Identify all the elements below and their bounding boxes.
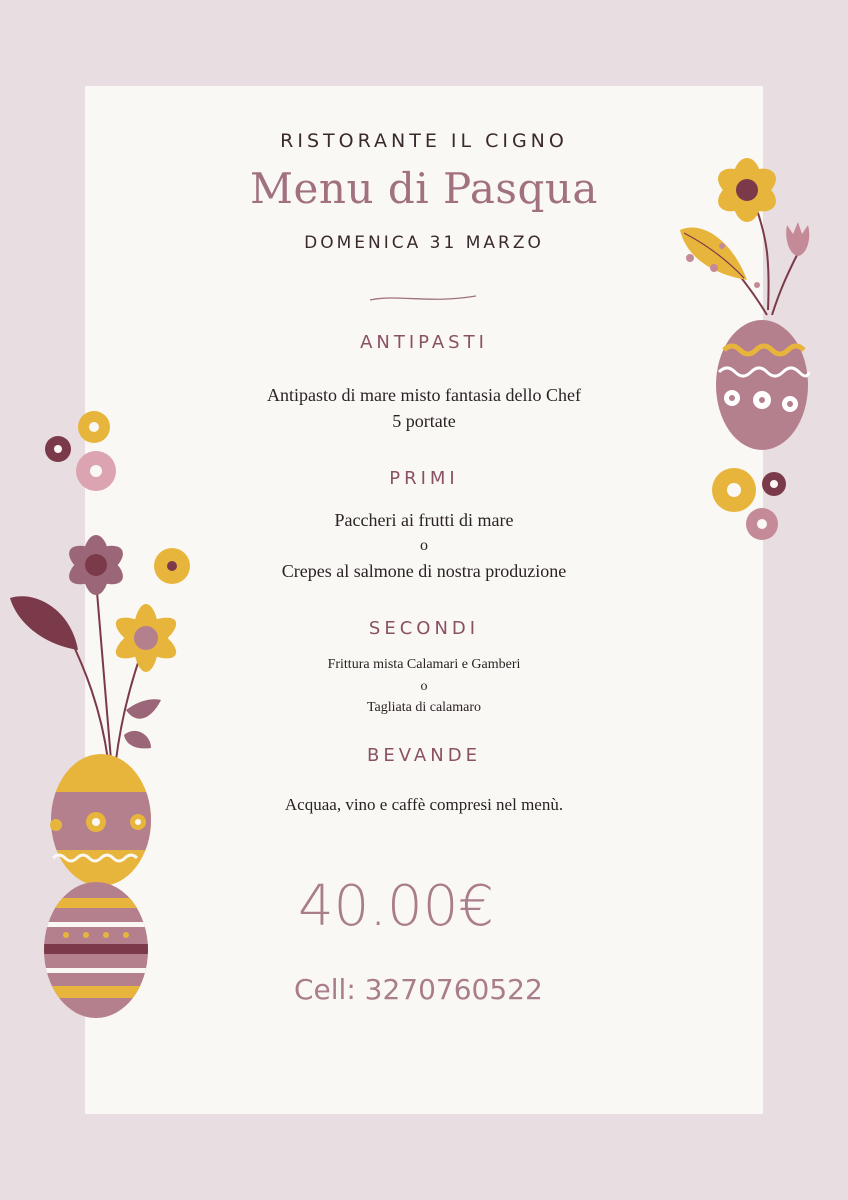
left-small-flowers [40,405,130,500]
primi-separator: o [420,537,428,554]
bevande-line: Acquaa, vino e caffè compresi nel menù. [284,795,564,814]
yellow-flower-icon [154,548,190,584]
yellow-flower-icon [110,604,182,672]
yellow-flower-icon [712,468,756,512]
left-easter-decoration [6,520,196,1020]
easter-egg-icon [716,320,809,450]
easter-egg-icon [50,754,151,886]
mauve-flower-icon [63,535,129,595]
tulip-icon [786,222,809,256]
menu-price: 40.00€ [298,874,494,939]
secondi-dish-2: Tagliata di calamaro [366,700,482,715]
section-secondi-title: SECONDI [368,618,480,639]
yellow-flower-icon [712,158,781,222]
section-antipasti-title: ANTIPASTI [360,332,488,353]
yellow-flower-icon [78,411,110,443]
primi-dish-1: Paccheri ai frutti di mare [334,510,514,530]
phone-number: Cell: 3270760522 [294,973,543,1006]
antipasti-dish-2: 5 portate [392,411,456,431]
restaurant-name: RISTORANTE IL CIGNO [280,130,568,152]
secondi-dish-1: Frittura mista Calamari e Gamberi [327,657,521,672]
pink-flower-icon [746,508,778,540]
plum-flower-icon [762,472,786,496]
antipasti-dish-1: Antipasto di mare misto fantasia dello Chef [267,385,581,405]
divider-swash [368,292,478,306]
easter-egg-icon [36,882,166,1018]
pink-flower-icon [76,451,116,491]
menu-title: Menu di Pasqua [250,164,598,213]
primi-dish-2: Crepes al salmone di nostra produzione [281,561,567,581]
top-right-easter-decoration [672,150,822,460]
right-small-flowers [704,462,804,552]
secondi-separator: o [420,679,428,694]
section-primi-title: PRIMI [389,468,459,489]
menu-date: DOMENICA 31 MARZO [304,233,544,253]
plum-flower-icon [45,436,71,462]
section-bevande-title: BEVANDE [367,745,481,766]
